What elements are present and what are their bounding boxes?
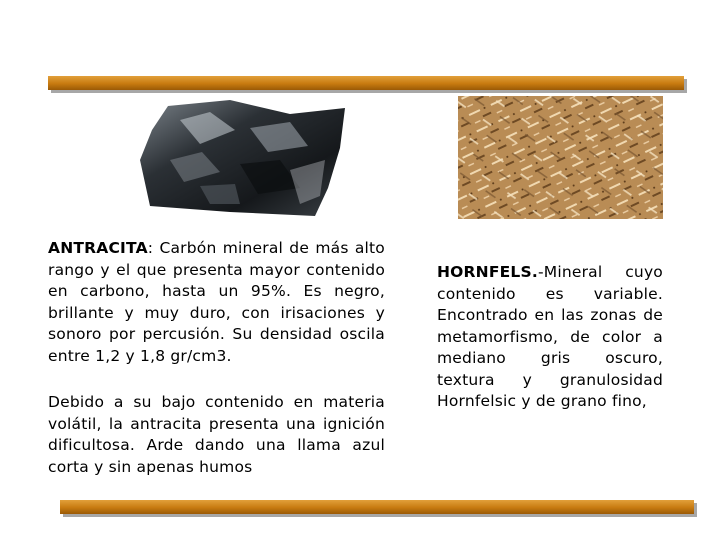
hornfels-term: HORNFELS. <box>437 263 538 281</box>
anthracite-combustion-text: Debido a su bajo contenido en materia volátil, la antracita presenta una ignición dificultosa. Arde dando una llama azul corta y sin apenas humos <box>48 393 385 476</box>
hornfels-text: -Mineral cuyo contenido es variable. Encontrado en las zonas de metamorfismo, de color a mediano gris oscuro, textura y granulosidad Hornfelsic y de grano fino, <box>437 263 663 410</box>
anthracite-text: : Carbón mineral de más alto rango y el que presenta mayor contenido en carbono, hasta un 95%. Es negro, brillante y muy duro, con irisaciones y sonoro por percusión. Su densidad oscila entre 1,2 y 1,8 gr/cm3. <box>48 239 385 365</box>
anthracite-term: ANTRACITA <box>48 239 148 257</box>
top-divider-bar <box>48 76 684 90</box>
bottom-divider-bar <box>60 500 694 514</box>
anthracite-photo <box>140 100 350 220</box>
hornfels-photo <box>458 96 663 219</box>
anthracite-description <box>48 238 385 367</box>
hornfels-description <box>437 262 663 413</box>
